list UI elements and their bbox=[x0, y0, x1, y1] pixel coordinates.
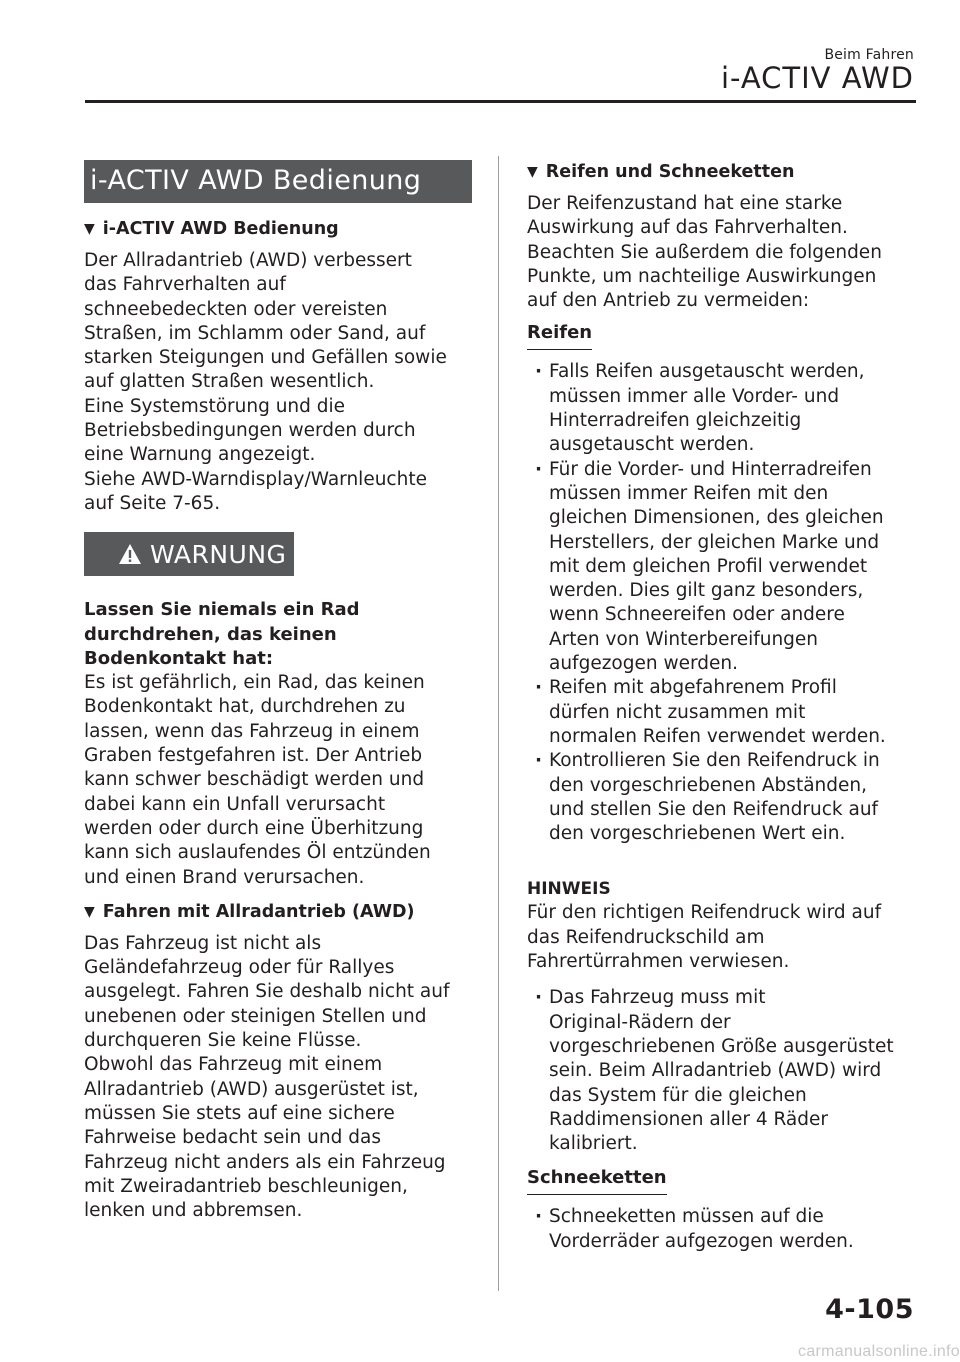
warning-triangle-icon bbox=[118, 543, 142, 565]
warning-label: WARNUNG bbox=[150, 539, 287, 569]
down-triangle-icon: ▼ bbox=[84, 221, 95, 237]
paragraph-tires-intro: Der Reifenzustand hat eine starke Auswirkung auf das Fahrverhalten. Beachten Sie außerdem die folgenden Punkte, um nachteilige Auswirkungen auf den Antrieb zu vermeiden: bbox=[527, 193, 882, 312]
down-triangle-icon: ▼ bbox=[84, 903, 95, 920]
list-item: · Reifen mit abgefahrenem Profil dürfen nicht zusammen mit normalen Reifen verwendet werden. bbox=[535, 676, 922, 749]
page-number: 4-105 bbox=[825, 1294, 914, 1325]
tires-bullet-list bbox=[535, 360, 922, 846]
warning-bold-text: Lassen Sie niemals ein Rad durchdrehen, das keinen Bodenkontakt hat: bbox=[84, 599, 360, 669]
list-item: · Falls Reifen ausgetauscht werden, müssen immer alle Vorder- und Hinterradreifen gleichzeitig ausgetauscht werden. bbox=[535, 360, 922, 457]
paragraph-awd-intro: Der Allradantrieb (AWD) verbessert das Fahrverhalten auf schneebedeckten oder vereisten Straßen, im Schlamm oder Sand, auf starken Steigungen und Gefällen sowie auf glatten Straßen wesentlich. Eine Systemstörung und die Betriebsbedingungen werden durch eine Warnung angezeigt. Siehe AWD-Warndisplay/Warnleuchte auf Seite 7-65. bbox=[84, 250, 447, 514]
sub-heading-tires-chains-text: Reifen und Schneeketten bbox=[545, 162, 795, 182]
wheels-bullet-list bbox=[535, 986, 922, 1156]
sub-heading-operation bbox=[84, 217, 472, 241]
note-text: Für den richtigen Reifendruck wird auf das Reifendruckschild am Fahrertürrahmen verwiesen. bbox=[527, 902, 882, 973]
watermark: carmanualsonline.info bbox=[798, 1343, 960, 1360]
list-item: · Schneeketten müssen auf die Vorderräder aufgezogen werden. bbox=[535, 1205, 922, 1254]
header-chapter-title: i-ACTIV AWD bbox=[720, 61, 914, 95]
sub-heading-operation-text: i-ACTIV AWD Bedienung bbox=[102, 219, 339, 239]
sub-heading-tires-chains bbox=[527, 160, 922, 184]
column-divider bbox=[498, 156, 499, 1291]
header-section-label: Beim Fahren bbox=[824, 47, 914, 63]
warning-body-text: Es ist gefährlich, ein Rad, das keinen Bodenkontakt hat, durchdrehen zu lassen, wenn das Fahrzeug in einem Graben festgefahren ist. Der Antrieb kann schwer beschädigt werden und dabei kann ein Unfall verursacht werden oder durch eine Überhitzung kann sich auslaufendes Öl entzünden und einen Brand verursachen. bbox=[84, 672, 431, 888]
chains-bullet-list bbox=[535, 1205, 922, 1254]
paragraph-driving: Das Fahrzeug ist nicht als Geländefahrzeug oder für Rallyes ausgelegt. Fahren Sie deshalb nicht auf unebenen oder steinigen Stellen und durchqueren Sie keine Flüsse. Obwohl das Fahrzeug mit einem Allradantrieb (AWD) ausgerüstet ist, müssen Sie stets auf eine sichere Fahrweise bedacht sein und das Fahrzeug nicht anders als ein Fahrzeug mit Zweiradantrieb beschleunigen, lenken und abbremsen. bbox=[84, 932, 450, 1222]
note-heading: HINWEIS bbox=[527, 879, 611, 900]
list-item: · Kontrollieren Sie den Reifendruck in den vorgeschriebenen Abständen, und stellen Sie den Reifendruck auf den vorgeschriebenen Wert ein. bbox=[535, 749, 922, 846]
down-triangle-icon: ▼ bbox=[527, 164, 538, 180]
list-item: · Für die Vorder- und Hinterradreifen müssen immer Reifen mit den gleichen Dimensionen, des gleichen Herstellers, der gleichen Marke und mit dem gleichen Profil verwendet werden. Dies gilt ganz besonders, wenn Schneereifen oder andere Arten von Winterbereifungen aufgezogen werden. bbox=[535, 458, 922, 677]
left-column bbox=[84, 160, 472, 1223]
sub-heading-driving-text: Fahren mit Allradantrieb (AWD) bbox=[102, 901, 415, 922]
label-tires: Reifen bbox=[527, 321, 592, 350]
right-column bbox=[527, 156, 922, 1254]
warning-badge bbox=[84, 532, 294, 576]
section-banner: i-ACTIV AWD Bedienung bbox=[84, 160, 472, 203]
list-item: · Das Fahrzeug muss mit Original-Rädern der vorgeschriebenen Größe ausgerüstet sein. Beim Allradantrieb (AWD) wird das System für die gleichen Raddimensionen aller 4 Räder kalibriert. bbox=[535, 986, 922, 1156]
header-rule bbox=[85, 100, 916, 103]
label-snow-chains: Schneeketten bbox=[527, 1166, 667, 1195]
sub-heading-driving bbox=[84, 900, 472, 924]
